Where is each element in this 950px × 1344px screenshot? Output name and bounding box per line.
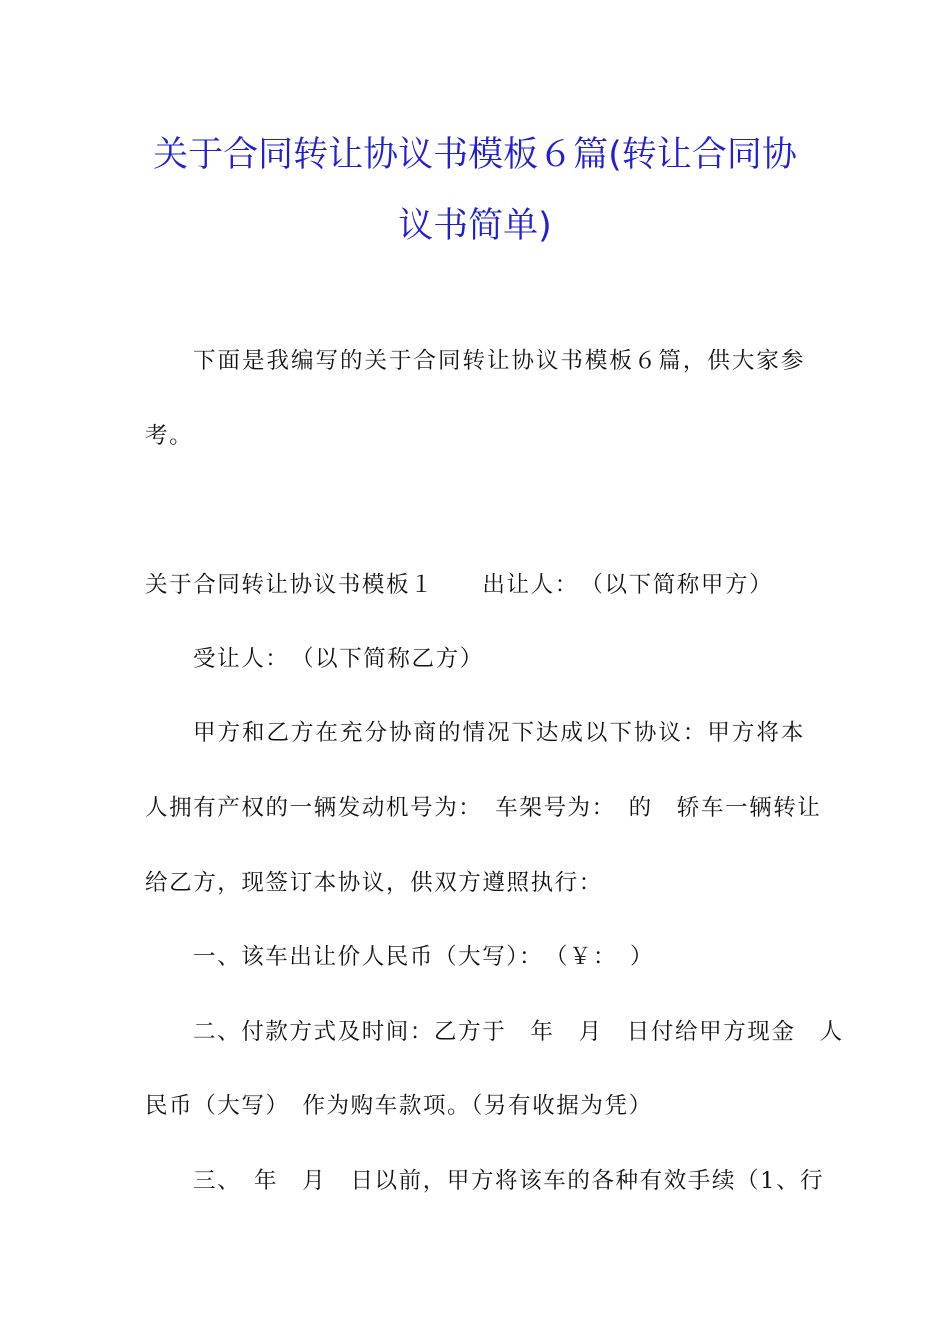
clause-2-line-2: 民币（大写） 作为购车款项。（另有收据为凭） — [145, 1093, 653, 1119]
clause-3-line-1: 三、 年 月 日以前，甲方将该车的各种有效手续（1、行 — [193, 1168, 825, 1194]
clause-2-line-1: 二、付款方式及时间：乙方于 年 月 日付给甲方现金 人 — [193, 1019, 844, 1045]
document-title-line-1: 关于合同转让协议书模板６篇(转让合同协 — [153, 135, 797, 175]
template-heading-line: 关于合同转让协议书模板１ 出让人： （以下简称甲方） — [145, 572, 774, 598]
agreement-paragraph-line-1: 甲方和乙方在充分协商的情况下达成以下协议：甲方将本 — [193, 720, 805, 746]
agreement-paragraph-line-3: 给乙方，现签订本协议，供双方遵照执行： — [145, 870, 603, 896]
clause-1-line: 一、该车出让价人民币（大写）： （￥： ） — [193, 944, 655, 970]
intro-paragraph-line-1: 下面是我编写的关于合同转让协议书模板６篇，供大家参 — [193, 348, 805, 374]
intro-paragraph-line-2: 考。 — [145, 423, 194, 449]
agreement-paragraph-line-2: 人拥有产权的一辆发动机号为： 车架号为： 的 轿车一辆转让 — [145, 795, 822, 821]
transferee-line: 受让人： （以下简称乙方） — [193, 646, 484, 672]
document-title-line-2: 议书简单) — [398, 206, 552, 246]
